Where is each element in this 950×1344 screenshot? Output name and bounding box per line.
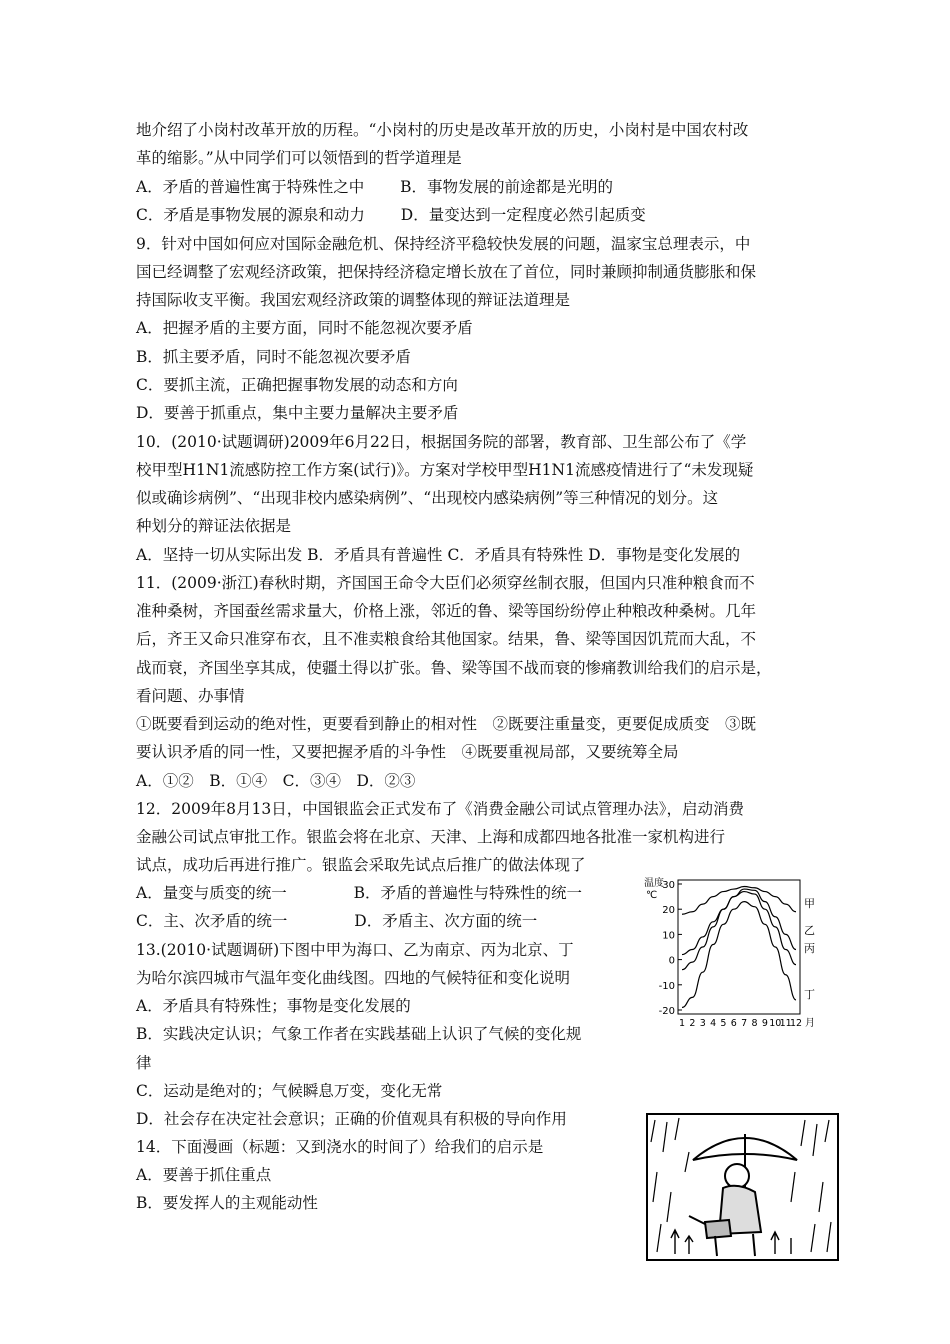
text-line: B．抓主要矛盾，同时不能忽视次要矛盾 <box>136 348 411 366</box>
text-line: C．主、次矛盾的统一 D．矛盾主、次方面的统一 <box>136 912 538 930</box>
text-line: ①既要看到运动的绝对性，更要看到静止的相对性 ②既要注重量变，更要促成质变 ③既 <box>136 715 757 733</box>
x-tick-label: 7 <box>741 1018 748 1029</box>
x-tick-label: 3 <box>699 1018 706 1029</box>
text-line: A．坚持一切从实际出发 B．矛盾具有普遍性 C．矛盾具有特殊性 D．事物是变化发展的 <box>136 546 741 564</box>
x-tick-label: 4 <box>710 1018 717 1029</box>
text-line: D．要善于抓重点，集中主要力量解决主要矛盾 <box>136 404 459 422</box>
text-line: A．①② B．①④ C．③④ D．②③ <box>136 772 416 790</box>
x-tick-label: 5 <box>720 1018 727 1029</box>
text-line: 9．针对中国如何应对国际金融危机、保持经济平稳较快发展的问题，温家宝总理表示，中 <box>136 235 751 253</box>
text-line: A．要善于抓住重点 <box>136 1166 272 1184</box>
series-line-2 <box>682 892 796 970</box>
text-line: B．要发挥人的主观能动性 <box>136 1194 318 1212</box>
text-line: 13.(2010·试题调研)下图中甲为海口、乙为南京、丙为北京、丁 <box>136 941 574 959</box>
y-tick-label: 20 <box>662 905 675 917</box>
x-tick-label: 1 <box>678 1018 686 1029</box>
text-line: C．运动是绝对的；气候瞬息万变，变化无常 <box>136 1082 443 1100</box>
text-line: 似或确诊病例”、“出现非校内感染病例”、“出现校内感染病例”等三种情况的划分。这 <box>136 489 719 507</box>
y-tick-label: -10 <box>658 980 675 992</box>
text-line: A．量变与质变的统一 B．矛盾的普遍性与特殊性的统一 <box>136 884 583 902</box>
text-line: 12．2009年8月13日，中国银监会正式发布了《消费金融公司试点管理办法》，启动消费 <box>136 800 745 818</box>
text-line: 律 <box>136 1054 152 1072</box>
watering-cartoon-image <box>645 1112 840 1262</box>
text-line: 持国际收支平衡。我国宏观经济政策的调整体现的辩证法道理是 <box>136 291 571 309</box>
y-tick-label: -20 <box>658 1006 675 1017</box>
text-line: 为哈尔滨四城市气温年变化曲线图。四地的气候特征和变化说明 <box>136 969 571 987</box>
x-axis-label: 月 <box>805 1018 815 1029</box>
text-line: 14．下面漫画（标题：又到浇水的时间了）给我们的启示是 <box>136 1138 544 1156</box>
y-tick-label: 10 <box>662 930 675 942</box>
text-line: 地介绍了小岗村改革开放的历程。“小岗村的历史是改革开放的历史，小岗村是中国农村改 <box>136 121 749 139</box>
text-line: 10．(2010·试题调研)2009年6月22日，根据国务院的部署，教育部、卫生部公布了《学 <box>136 433 747 451</box>
temperature-chart <box>640 872 835 1032</box>
text-line: 战而衰，齐国坐享其成，使疆土得以扩张。鲁、梁等国不战而衰的惨痛教训给我们的启示是， <box>136 659 772 677</box>
text-line: A．矛盾具有特殊性；事物是变化发展的 <box>136 997 411 1015</box>
y-axis-label: 温度 <box>644 878 664 889</box>
text-line: B．实践决定认识；气象工作者在实践基础上认识了气候的变化规 <box>136 1025 582 1043</box>
series-label: 乙 <box>804 924 815 937</box>
x-tick-label: 2 <box>689 1018 696 1029</box>
text-line: 种划分的辩证法依据是 <box>136 517 292 535</box>
x-tick-label: 11 <box>779 1018 792 1029</box>
x-tick-label: 10 <box>769 1018 782 1029</box>
text-line: 要认识矛盾的同一性，又要把握矛盾的斗争性 ④既要重视局部，又要统筹全局 <box>136 743 679 761</box>
text-line: 革的缩影。”从中同学们可以领悟到的哲学道理是 <box>136 149 462 167</box>
text-line: 准种桑树，齐国蚕丝需求量大，价格上涨，邻近的鲁、梁等国纷纷停止种粮改种桑树。几年 <box>136 602 757 620</box>
y-axis-unit: ℃ <box>646 890 658 901</box>
series-label: 丙 <box>804 942 815 955</box>
text-line: 金融公司试点审批工作。银监会将在北京、天津、上海和成都四地各批准一家机构进行 <box>136 828 726 846</box>
series-line-3 <box>682 902 796 1008</box>
text-line: A．矛盾的普遍性寓于特殊性之中 B．事物发展的前途都是光明的 <box>136 178 614 196</box>
y-tick-label: 30 <box>662 880 675 891</box>
text-line: 试点，成功后再进行推广。银监会采取先试点后推广的做法体现了 <box>136 856 586 874</box>
y-tick-label: 0 <box>668 955 675 967</box>
series-line-0 <box>682 887 796 915</box>
text-line: 11．(2009·浙江)春秋时期，齐国国王命令大臣们必须穿丝制衣服，但国内只准种粮食而不 <box>136 574 755 592</box>
text-line: C．要抓主流，正确把握事物发展的动态和方向 <box>136 376 458 394</box>
x-tick-label: 12 <box>789 1018 803 1029</box>
x-tick-label: 6 <box>730 1018 737 1029</box>
text-line: A．把握矛盾的主要方面，同时不能忽视次要矛盾 <box>136 319 473 337</box>
series-label: 甲 <box>804 897 815 910</box>
text-line: D．社会存在决定社会意识；正确的价值观具有积极的导向作用 <box>136 1110 567 1128</box>
text-line: C．矛盾是事物发展的源泉和动力 D．量变达到一定程度必然引起质变 <box>136 206 646 224</box>
text-line: 看问题、办事情 <box>136 687 245 705</box>
text-line: 校甲型H1N1流感防控工作方案(试行)》。方案对学校甲型H1N1流感疫情进行了“未发现疑 <box>136 461 754 479</box>
text-line: 国已经调整了宏观经济政策，把保持经济稳定增长放在了首位，同时兼顾抑制通货膨胀和保 <box>136 263 757 281</box>
x-tick-label: 9 <box>761 1018 768 1029</box>
series-label: 丁 <box>804 988 815 1001</box>
text-line: 后，齐王又命只准穿布衣，且不准卖粮食给其他国家。结果，鲁、梁等国因饥荒而大乱，不 <box>136 630 757 648</box>
x-tick-label: 8 <box>751 1018 758 1029</box>
